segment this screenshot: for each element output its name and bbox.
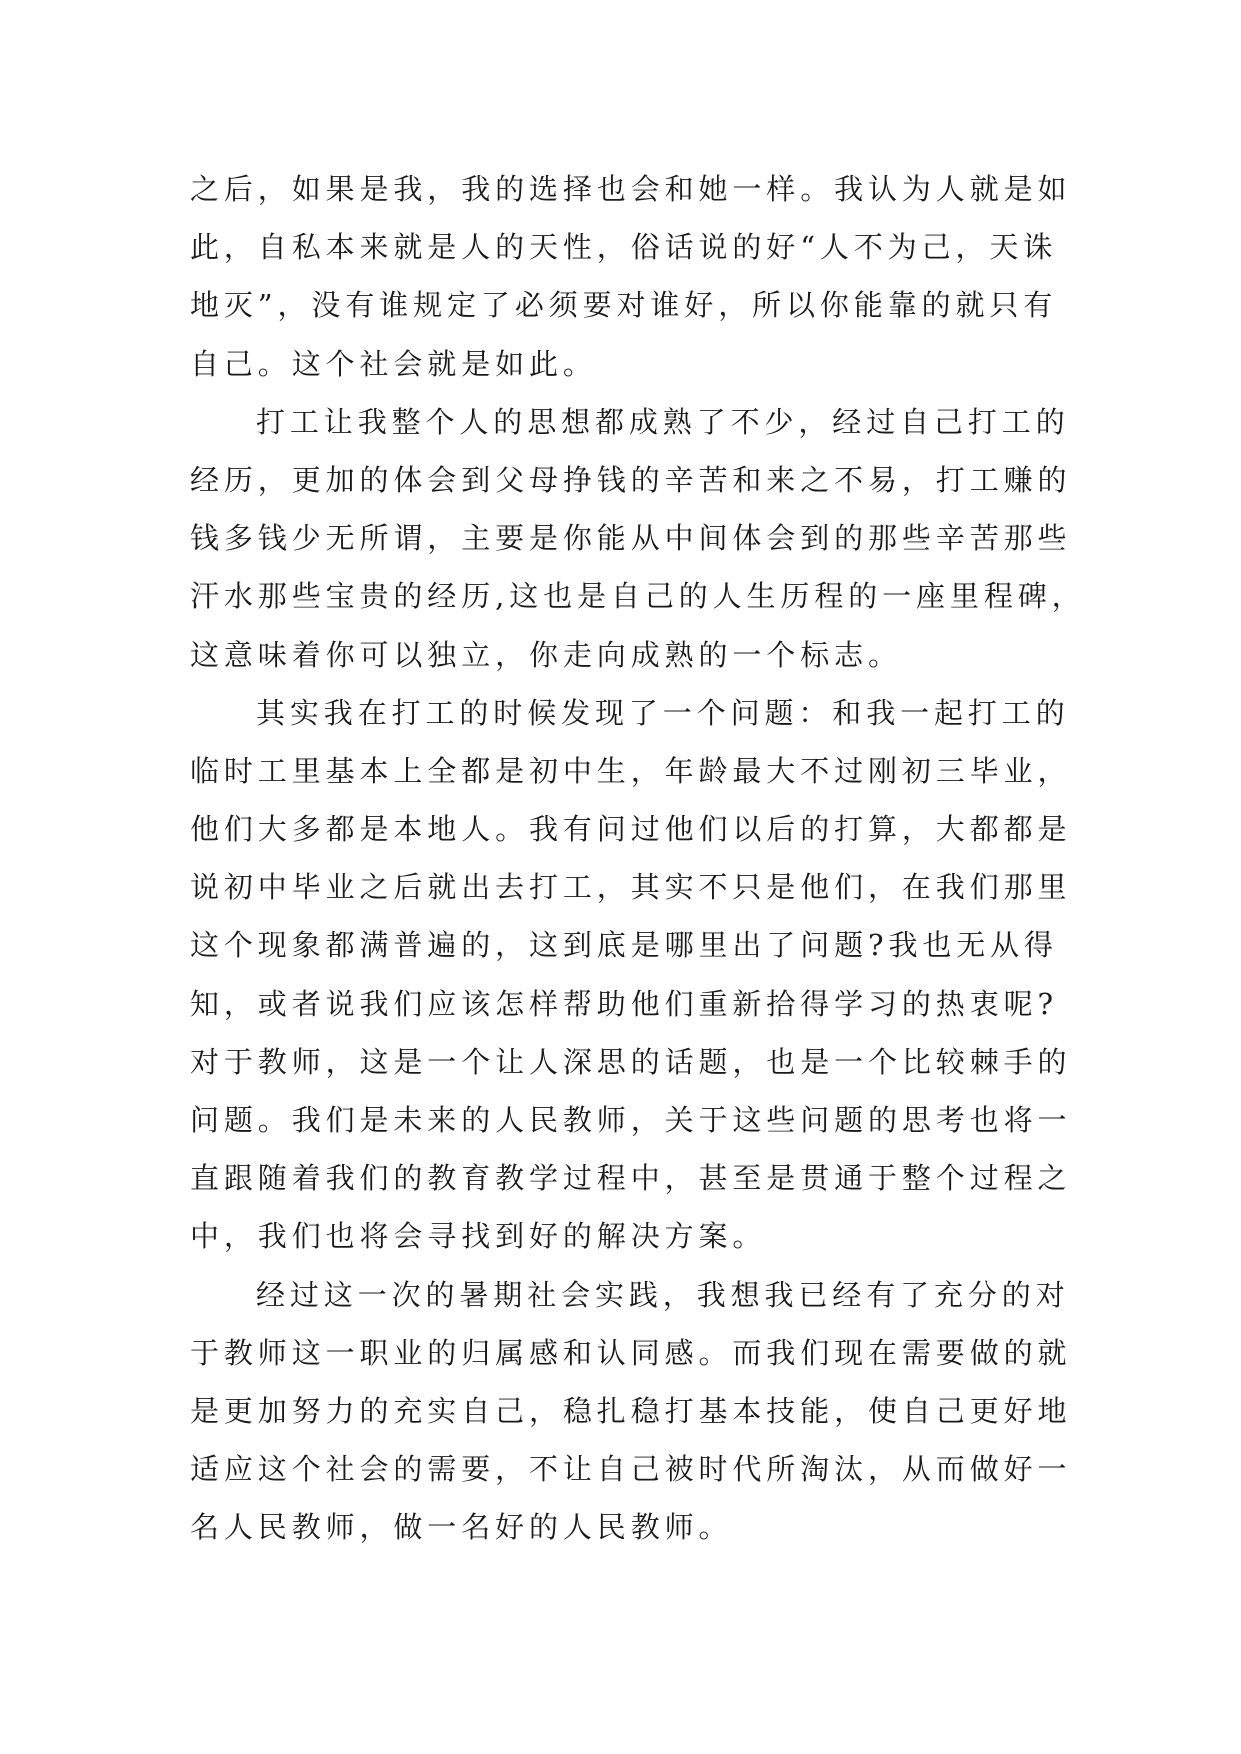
text-line: 自己。这个社会就是如此。 (190, 346, 597, 381)
text-line: 对于教师，这是一个让人深思的话题，也是一个比较棘手的 (190, 1044, 1072, 1079)
text-line: 问题。我们是未来的人民教师，关于这些问题的思考也将一 (190, 1103, 1072, 1137)
text-line: 于教师这一职业的归属感和认同感。而我们现在需要做的就 (190, 1335, 1072, 1370)
document-body (190, 160, 1086, 1557)
text-line: 适应这个社会的需要，不让自己被时代所淘汰，从而做好一 (190, 1452, 1072, 1487)
text-line: 知，或者说我们应该怎样帮助他们重新拾得学习的热衷呢? (190, 986, 1058, 1021)
text-line: 临时工里基本上全都是初中生，年龄最大不过刚初三毕业， (190, 753, 1072, 788)
text-line: 中，我们也将会寻找到好的解决方案。 (190, 1219, 767, 1254)
text-line: 是更加努力的充实自己，稳扎稳打基本技能，使自己更好地 (190, 1393, 1072, 1428)
text-line: 钱多钱少无所谓，主要是你能从中间体会到的那些辛苦那些 (190, 521, 1072, 556)
paragraph-first-line: 经过这一次的暑期社会实践，我想我已经有了充分的对 (256, 1277, 1070, 1312)
text-line: 这个现象都满普遍的，这到底是哪里出了问题?我也无从得 (190, 928, 1058, 963)
text-line: 经历，更加的体会到父母挣钱的辛苦和来之不易，打工赚的 (190, 462, 1072, 497)
text-line: 地灭”，没有谁规定了必须要对谁好，所以你能靠的就只有 (190, 288, 1058, 323)
text-line: 说初中毕业之后就出去打工，其实不只是他们，在我们那里 (190, 870, 1072, 905)
paragraph-first-line: 其实我在打工的时候发现了一个问题：和我一起打工的 (256, 695, 1070, 730)
text-line: 直跟随着我们的教育教学过程中，甚至是贯通于整个过程之 (190, 1161, 1072, 1196)
text-line: 之后，如果是我，我的选择也会和她一样。我认为人就是如 (190, 172, 1072, 206)
text-line: 此，自私本来就是人的天性，俗话说的好“人不为己，天诛 (190, 230, 1058, 265)
paragraph-first-line: 打工让我整个人的思想都成熟了不少，经过自己打工的 (256, 404, 1070, 439)
text-line: 汗水那些宝贵的经历,这也是自己的人生历程的一座里程碑， (190, 579, 1086, 614)
text-line: 名人民教师，做一名好的人民教师。 (190, 1510, 733, 1545)
text-line: 他们大多都是本地人。我有问过他们以后的打算，大都都是 (190, 812, 1072, 847)
text-line: 这意味着你可以独立，你走向成熟的一个标志。 (190, 637, 902, 672)
